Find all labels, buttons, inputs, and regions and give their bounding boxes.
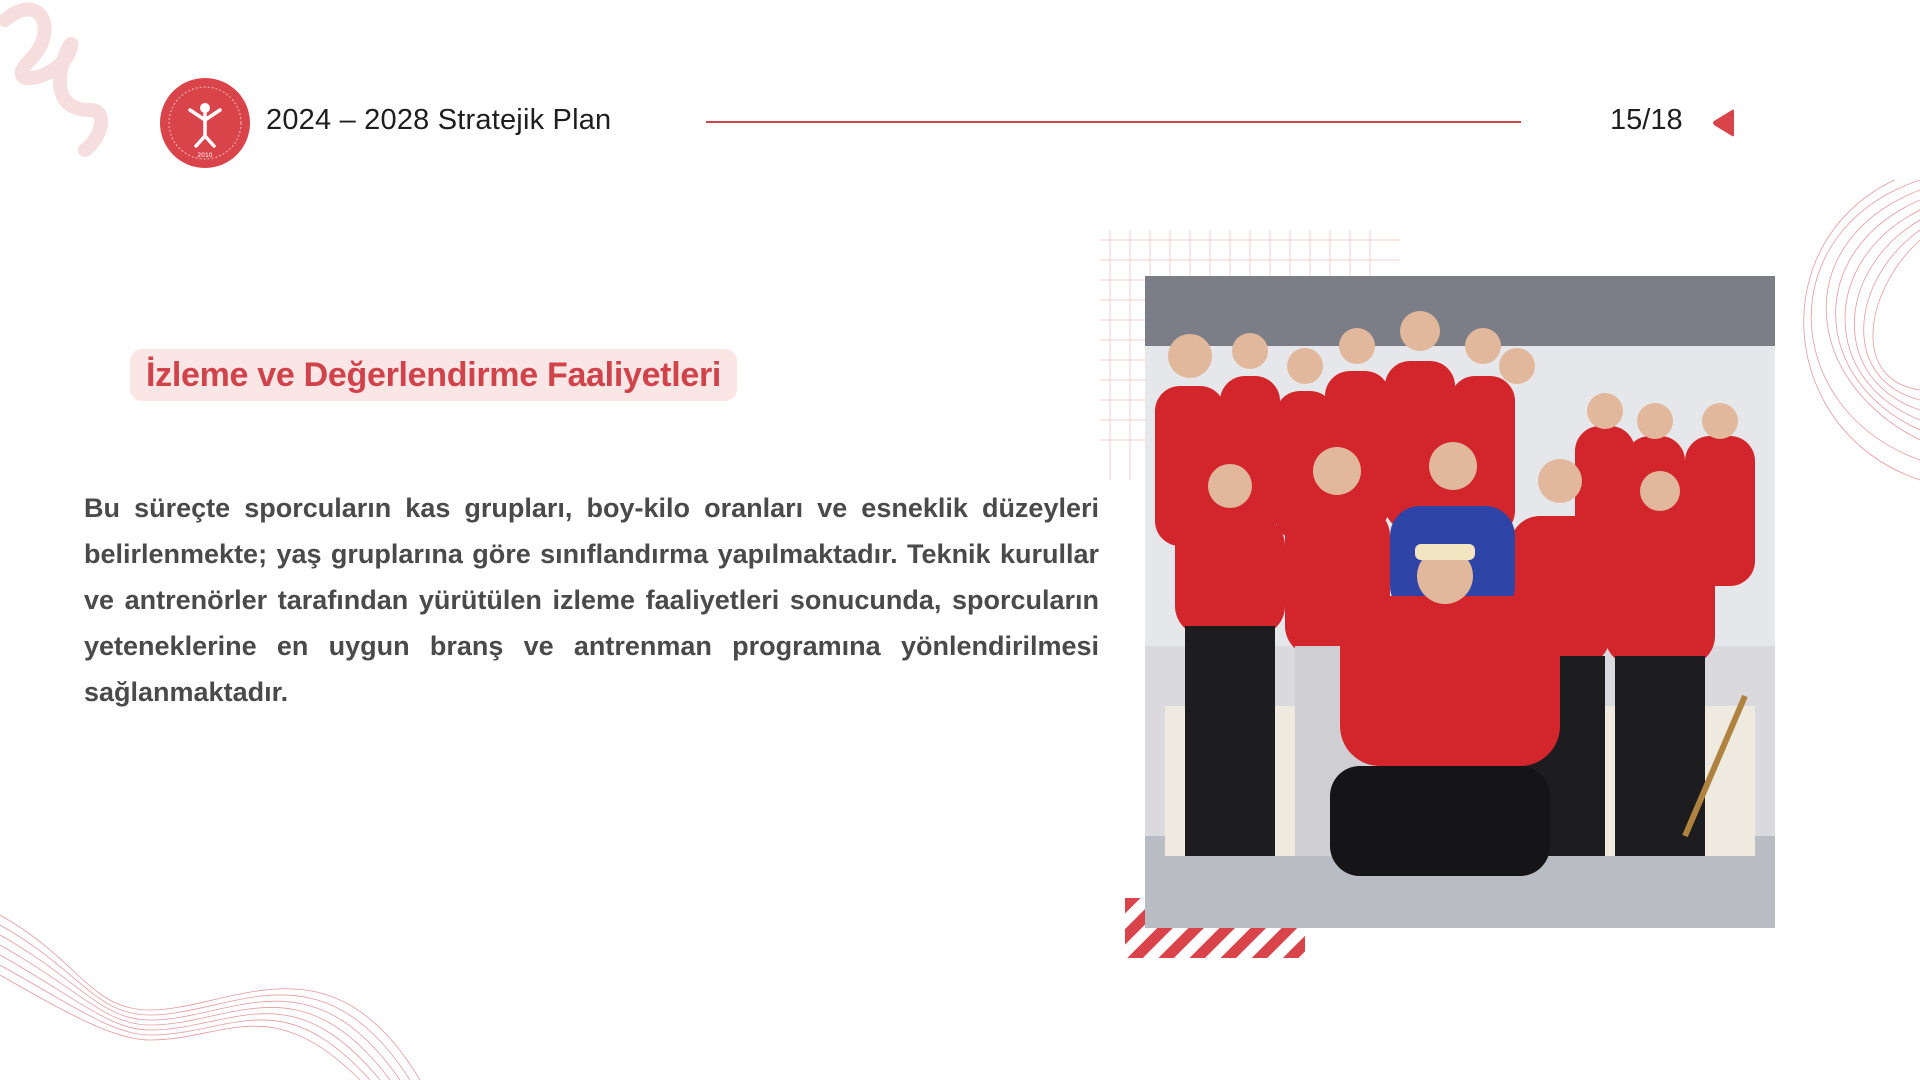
- header-divider: [706, 121, 1521, 123]
- wave-decoration-bottom-left: [0, 900, 430, 1080]
- document-title: 2024 – 2028 Stratejik Plan: [266, 104, 612, 136]
- organization-logo: [160, 78, 250, 168]
- logo-year: 2010: [197, 152, 213, 159]
- wave-decoration-right: [1770, 180, 1920, 600]
- page-counter: 15/18: [1610, 104, 1683, 136]
- body-paragraph: Bu süreçte sporcuların kas grupları, boy-kilo oranları ve esneklik düzeyleri belirlenmekte; yaş gruplarına göre sınıflandırma yapılmaktadır. Teknik kurullar ve antrenörler tarafından yürütülen izleme faaliyetleri sonucunda, sporcuların yeteneklerine en uygun branş ve antrenman programına yönlendirilmesi sağlanmaktadır.: [84, 493, 1099, 707]
- logo-emblem-icon: [160, 78, 250, 168]
- team-photo: [1145, 276, 1775, 928]
- section-title: İzleme ve Değerlendirme Faaliyetleri: [146, 355, 722, 394]
- section-heading-pill: [130, 349, 737, 401]
- team-photo-illustration: [1145, 276, 1775, 928]
- page-marker-icon: [1710, 108, 1738, 138]
- scribble-decoration: [0, 0, 120, 170]
